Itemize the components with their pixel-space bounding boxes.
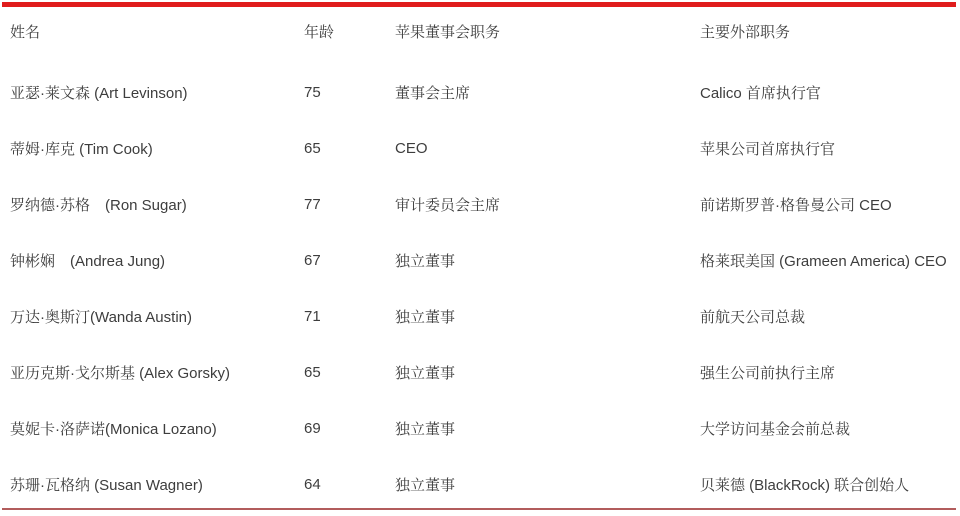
member-name-cell: 苏珊·瓦格纳 (Susan Wagner) [10, 476, 203, 494]
column-header-board-role: 苹果董事会职务 [395, 23, 501, 41]
bottom-rule [2, 508, 956, 510]
member-external-role-cell: 前诺斯罗普·格鲁曼公司 CEO [700, 196, 892, 214]
member-age-cell: 69 [304, 419, 321, 437]
member-name-cell: 万达·奥斯汀(Wanda Austin) [10, 308, 192, 326]
column-header-age: 年龄 [304, 23, 335, 41]
member-name-cell: 罗纳德·苏格 (Ron Sugar) [10, 196, 187, 214]
member-board-role-cell: 独立董事 [395, 364, 456, 382]
member-name-cell: 莫妮卡·洛萨诺(Monica Lozano) [10, 420, 217, 438]
member-age-cell: 71 [304, 307, 321, 325]
member-age-cell: 65 [304, 363, 321, 381]
table-body [10, 64, 960, 512]
table-row [10, 232, 960, 288]
column-header-name: 姓名 [10, 23, 41, 41]
table-row [10, 120, 960, 176]
member-board-role-cell: 独立董事 [395, 476, 456, 494]
table-row [10, 344, 960, 400]
table-row [10, 456, 960, 512]
member-external-role-cell: 格莱珉美国 (Grameen America) CEO [700, 252, 947, 270]
member-external-role-cell: 大学访问基金会前总裁 [700, 420, 851, 438]
member-age-cell: 64 [304, 475, 321, 493]
table-row [10, 64, 960, 120]
member-board-role-cell: 独立董事 [395, 420, 456, 438]
member-age-cell: 65 [304, 139, 321, 157]
member-age-cell: 77 [304, 195, 321, 213]
member-name-cell: 蒂姆·库克 (Tim Cook) [10, 140, 153, 158]
member-external-role-cell: 贝莱德 (BlackRock) 联合创始人 [700, 476, 910, 494]
member-external-role-cell: 前航天公司总裁 [700, 308, 806, 326]
member-name-cell: 亚瑟·莱文森 (Art Levinson) [10, 84, 188, 102]
member-board-role-cell: CEO [395, 139, 428, 157]
member-board-role-cell: 独立董事 [395, 252, 456, 270]
member-name-cell: 亚历克斯·戈尔斯基 (Alex Gorsky) [10, 364, 231, 382]
board-members-table [10, 2, 960, 512]
member-board-role-cell: 审计委员会主席 [395, 196, 501, 214]
table-row [10, 400, 960, 456]
member-age-cell: 75 [304, 83, 321, 101]
member-board-role-cell: 独立董事 [395, 308, 456, 326]
table-row [10, 288, 960, 344]
member-age-cell: 67 [304, 251, 321, 269]
member-external-role-cell: 苹果公司首席执行官 [700, 140, 836, 158]
member-external-role-cell: Calico 首席执行官 [700, 84, 821, 102]
table-header-row [10, 2, 960, 60]
member-external-role-cell: 强生公司前执行主席 [700, 364, 836, 382]
member-name-cell: 钟彬娴 (Andrea Jung) [10, 252, 166, 270]
table-row [10, 176, 960, 232]
column-header-external-role: 主要外部职务 [700, 23, 791, 41]
member-board-role-cell: 董事会主席 [395, 84, 471, 102]
